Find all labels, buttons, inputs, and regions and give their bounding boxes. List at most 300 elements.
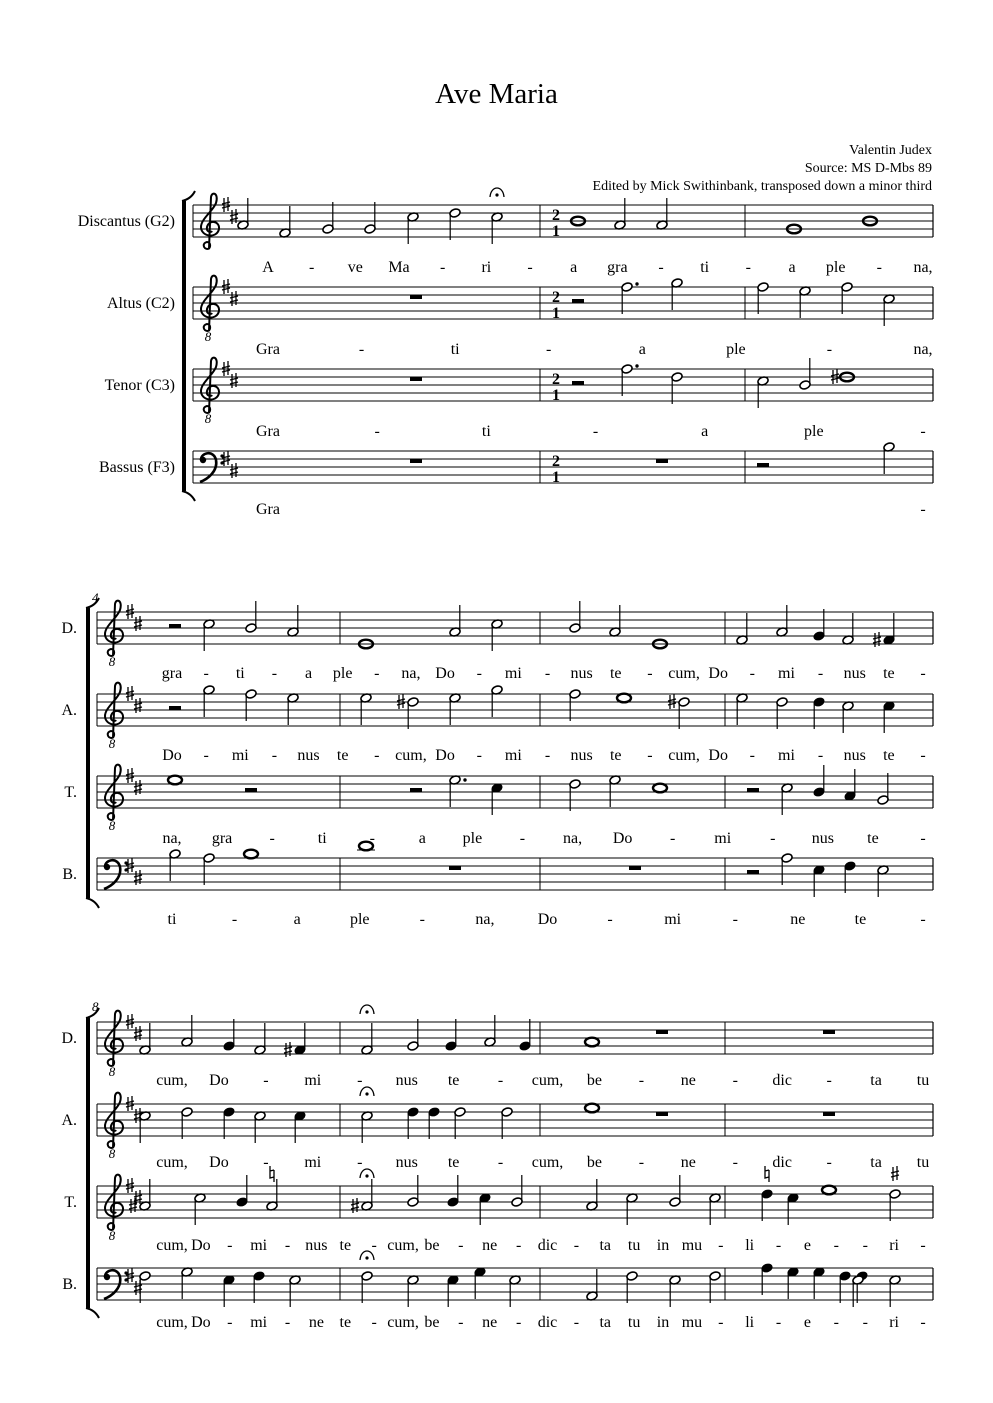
- part-name: D.: [61, 1030, 77, 1047]
- lyric-hyphen: -: [920, 1314, 926, 1331]
- sharp-sign: [134, 1280, 142, 1295]
- lyric-syllable: ple: [332, 665, 353, 682]
- sharp-sign: [134, 616, 142, 631]
- lyric-hyphen: -: [573, 1237, 580, 1254]
- lyric-syllable: nus: [297, 747, 320, 764]
- whole-rest: [656, 459, 668, 463]
- lyric-syllable: Do: [708, 665, 728, 682]
- lyric-syllable: ne: [680, 1072, 696, 1089]
- lyric-syllable: ne: [680, 1154, 696, 1171]
- whole-note: [822, 1186, 836, 1195]
- lyric-hyphen: -: [920, 501, 926, 518]
- system-1: [78, 188, 933, 518]
- lyric-syllable: nus: [570, 665, 593, 682]
- lyric-hyphen: -: [309, 259, 315, 276]
- lyric-hyphen: -: [440, 259, 446, 276]
- lyric-hyphen: -: [817, 665, 824, 682]
- part-name: Altus (C2): [107, 295, 175, 312]
- lyric-syllable: Do: [435, 665, 455, 682]
- lyric-hyphen: -: [920, 911, 926, 928]
- lyric-syllable: dic: [772, 1154, 792, 1171]
- lyric-syllable: nus: [395, 1154, 418, 1171]
- lyric-syllable: tu: [627, 1314, 641, 1331]
- whole-rest: [629, 866, 641, 870]
- half-rest: [757, 463, 769, 467]
- lyric-syllable: be: [424, 1237, 440, 1254]
- whole-rest: [410, 459, 422, 463]
- lyric-syllable: Do: [209, 1154, 229, 1171]
- octave-8-mark: 8: [108, 1146, 116, 1161]
- staff-discantus: [78, 188, 933, 276]
- lyric-hyphen: -: [826, 341, 833, 358]
- octave-8-mark: 8: [108, 654, 116, 669]
- lyric-hyphen: -: [876, 259, 882, 276]
- lyric-syllable: ne: [308, 1314, 324, 1331]
- fermata-dot: [495, 193, 498, 196]
- natural-sign: [765, 1166, 769, 1182]
- lyric-hyphen: -: [231, 911, 238, 928]
- time-signature-bottom: 1: [552, 305, 560, 322]
- lyric-syllable: Ma: [388, 259, 410, 276]
- whole-note: [617, 694, 631, 703]
- lyric-syllable: ple: [349, 911, 370, 928]
- whole-note: [653, 784, 667, 793]
- lyric-syllable: mi: [504, 747, 522, 764]
- lyric-syllable: Gra: [256, 501, 280, 518]
- lyric-syllable: Do: [191, 1237, 211, 1254]
- whole-note: [244, 850, 258, 859]
- lyric-syllable: cum,: [531, 1154, 564, 1171]
- augmentation-dot: [635, 364, 638, 367]
- lyric-syllable: ple: [462, 830, 483, 847]
- lyric-syllable: nus: [843, 747, 866, 764]
- lyric-syllable: a: [418, 830, 426, 847]
- lyric-syllable: Do: [209, 1072, 229, 1089]
- lyric-hyphen: -: [458, 1314, 464, 1331]
- lyric-hyphen: -: [862, 1237, 868, 1254]
- lyric-syllable: mu: [681, 1237, 703, 1254]
- lyric-hyphen: -: [749, 747, 755, 764]
- lyric-hyphen: -: [546, 341, 552, 358]
- time-signature-bottom: 1: [552, 387, 560, 404]
- lyric-hyphen: -: [833, 1237, 840, 1254]
- lyric-syllable: na,: [162, 830, 182, 847]
- whole-note: [585, 1104, 599, 1113]
- lyric-syllable: Do: [537, 911, 558, 928]
- lyric-syllable: na,: [562, 830, 583, 847]
- lyric-syllable: gra: [211, 830, 233, 847]
- whole-rest: [656, 1112, 668, 1116]
- lyric-syllable: a: [293, 911, 301, 928]
- time-signature-bottom: 1: [552, 223, 560, 240]
- part-name: B.: [62, 1276, 77, 1293]
- lyric-syllable: ri: [889, 1237, 900, 1254]
- lyric-hyphen: -: [374, 665, 380, 682]
- system-2: [61, 590, 933, 928]
- lyric-hyphen: -: [833, 1314, 840, 1331]
- lyric-syllable: cum,: [156, 1072, 188, 1089]
- half-rest: [572, 381, 584, 385]
- lyric-hyphen: -: [515, 1314, 522, 1331]
- lyric-syllable: na,: [401, 665, 421, 682]
- lyric-hyphen: -: [920, 1237, 926, 1254]
- lyric-hyphen: -: [284, 1237, 291, 1254]
- lyric-hyphen: -: [732, 1072, 738, 1089]
- bass-clef-dot: [200, 457, 206, 463]
- octave-8-mark: 8: [108, 736, 116, 751]
- lyric-syllable: ta: [870, 1154, 882, 1171]
- bracket-hook: [86, 1308, 99, 1318]
- piece-title: Ave Maria: [435, 78, 558, 110]
- lyric-hyphen: -: [592, 423, 599, 440]
- sharp-sign: [230, 209, 238, 224]
- lyric-syllable: ri: [889, 1314, 900, 1331]
- lyric-syllable: ple: [825, 259, 846, 276]
- lyric-hyphen: -: [419, 911, 425, 928]
- lyric-syllable: ti: [167, 911, 177, 928]
- lyric-syllable: cum,: [387, 1237, 419, 1254]
- lyric-syllable: Do: [162, 747, 182, 764]
- lyric-hyphen: -: [371, 1237, 377, 1254]
- bass-clef-dot: [104, 864, 110, 870]
- lyric-syllable: gra: [161, 665, 183, 682]
- half-rest: [572, 299, 584, 303]
- lyric-hyphen: -: [203, 747, 209, 764]
- lyric-hyphen: -: [670, 830, 676, 847]
- lyric-hyphen: -: [745, 259, 751, 276]
- octave-8-mark: 8: [108, 1064, 116, 1079]
- lyric-syllable: nus: [843, 665, 866, 682]
- lyric-hyphen: -: [544, 747, 551, 764]
- lyric-syllable: ri: [481, 259, 492, 276]
- lyric-hyphen: -: [476, 747, 482, 764]
- lyric-syllable: mi: [664, 911, 682, 928]
- half-rest: [169, 706, 181, 710]
- whole-note: [168, 776, 182, 785]
- lyric-hyphen: -: [284, 1314, 291, 1331]
- sharp-sign: [134, 698, 142, 713]
- lyric-syllable: mi: [778, 665, 795, 682]
- whole-rest: [656, 1030, 668, 1034]
- lyric-syllable: A: [262, 259, 274, 276]
- editor-credit: Edited by Mick Swithinbank, transposed down a minor third: [592, 179, 932, 194]
- part-name: D.: [61, 620, 77, 637]
- part-name: A.: [61, 1112, 77, 1129]
- lyric-hyphen: -: [263, 1154, 269, 1171]
- lyric-hyphen: -: [826, 1154, 832, 1171]
- lyric-syllable: na,: [913, 341, 933, 358]
- lyric-syllable: te: [339, 1237, 352, 1254]
- sharp-sign: [134, 1026, 142, 1041]
- time-signature-top: 2: [552, 207, 560, 224]
- octave-8-mark: 8: [204, 411, 212, 426]
- lyric-syllable: mi: [304, 1154, 322, 1171]
- lyric-hyphen: -: [573, 1314, 580, 1331]
- lyric-hyphen: -: [607, 911, 613, 928]
- lyric-syllable: te: [339, 1314, 352, 1331]
- time-signature-bottom: 1: [552, 469, 560, 486]
- lyric-syllable: te: [609, 747, 622, 764]
- lyric-syllable: tu: [916, 1154, 930, 1171]
- lyric-syllable: te: [447, 1072, 460, 1089]
- lyric-syllable: na,: [475, 911, 495, 928]
- lyric-hyphen: -: [862, 1314, 868, 1331]
- half-rest: [747, 870, 759, 874]
- lyric-syllable: ne: [790, 911, 806, 928]
- lyric-syllable: dic: [772, 1072, 792, 1089]
- lyric-hyphen: -: [920, 665, 926, 682]
- lyric-syllable: e: [803, 1237, 812, 1254]
- lyric-syllable: Do: [435, 747, 455, 764]
- half-rest: [169, 624, 181, 628]
- lyric-syllable: ta: [870, 1072, 882, 1089]
- lyric-hyphen: -: [718, 1237, 724, 1254]
- lyric-hyphen: -: [749, 665, 755, 682]
- lyric-hyphen: -: [920, 747, 926, 764]
- lyric-hyphen: -: [263, 1072, 269, 1089]
- lyric-hyphen: -: [775, 1237, 782, 1254]
- lyric-syllable: cum,: [668, 665, 700, 682]
- lyric-syllable: te: [609, 665, 622, 682]
- lyric-hyphen: -: [519, 830, 526, 847]
- lyric-syllable: e: [803, 1314, 812, 1331]
- lyric-syllable: ve: [347, 259, 363, 276]
- lyric-hyphen: -: [271, 665, 278, 682]
- lyric-syllable: na,: [913, 259, 933, 276]
- lyric-hyphen: -: [775, 1314, 782, 1331]
- half-rest: [747, 788, 759, 792]
- lyric-syllable: dic: [537, 1314, 558, 1331]
- lyric-syllable: cum,: [156, 1314, 188, 1331]
- whole-rest: [449, 866, 461, 870]
- staff-bassus: [62, 1251, 933, 1331]
- staff-altus: [107, 276, 933, 358]
- part-name: Discantus (G2): [77, 213, 175, 230]
- lyric-hyphen: -: [357, 1154, 363, 1171]
- lyric-syllable: cum,: [387, 1314, 419, 1331]
- lyric-syllable: cum,: [531, 1072, 564, 1089]
- lyric-syllable: ne: [482, 1237, 498, 1254]
- sharp-sign: [351, 1198, 359, 1213]
- bass-clef-dot: [104, 1274, 110, 1280]
- lyric-hyphen: -: [358, 341, 365, 358]
- lyric-hyphen: -: [638, 1072, 645, 1089]
- lyric-hyphen: -: [544, 665, 551, 682]
- lyric-hyphen: -: [718, 1314, 724, 1331]
- lyric-hyphen: -: [732, 911, 738, 928]
- lyric-hyphen: -: [527, 259, 533, 276]
- lyric-syllable: dic: [537, 1237, 558, 1254]
- lyric-syllable: be: [586, 1072, 602, 1089]
- lyric-hyphen: -: [269, 830, 275, 847]
- time-signature-top: 2: [552, 453, 560, 470]
- part-name: T.: [64, 1194, 77, 1211]
- half-rest: [245, 788, 257, 792]
- staff-discantus: [61, 601, 933, 682]
- lyric-syllable: a: [304, 665, 313, 682]
- octave-8-mark: 8: [108, 818, 116, 833]
- augmentation-dot: [463, 778, 466, 781]
- staff-tenor: [64, 1166, 933, 1254]
- lyric-syllable: ple: [726, 341, 746, 358]
- lyric-hyphen: -: [227, 1237, 233, 1254]
- lyric-hyphen: -: [374, 423, 380, 440]
- lyric-syllable: ti: [481, 423, 491, 440]
- measure-number: 8: [92, 999, 99, 1014]
- whole-rest: [410, 377, 422, 381]
- lyric-hyphen: -: [817, 747, 824, 764]
- lyric-syllable: cum,: [156, 1154, 188, 1171]
- sharp-sign: [134, 780, 142, 795]
- lyric-syllable: Do: [708, 747, 728, 764]
- lyric-syllable: li: [745, 1314, 755, 1331]
- lyric-syllable: in: [656, 1314, 670, 1331]
- sharp-sign: [230, 291, 238, 306]
- staff-bassus: [62, 842, 933, 928]
- lyric-hyphen: -: [369, 830, 375, 847]
- lyric-syllable: a: [638, 341, 646, 358]
- sharp-sign: [284, 1042, 292, 1057]
- time-signature-top: 2: [552, 371, 560, 388]
- staff-altus: [61, 1087, 933, 1171]
- whole-rest: [410, 295, 422, 299]
- lyric-hyphen: -: [203, 665, 209, 682]
- whole-note: [585, 1038, 599, 1047]
- lyric-syllable: mi: [250, 1237, 268, 1254]
- lyric-syllable: mi: [250, 1314, 268, 1331]
- octave-8-mark: 8: [204, 329, 212, 344]
- lyric-syllable: cum,: [395, 747, 427, 764]
- lyric-syllable: gra: [607, 259, 628, 276]
- sharp-sign: [230, 373, 238, 388]
- lyric-syllable: nus: [811, 830, 834, 847]
- lyric-syllable: mi: [304, 1072, 322, 1089]
- lyric-hyphen: -: [826, 1072, 832, 1089]
- sharp-sign: [873, 632, 881, 647]
- composer-credit: Valentin Judex: [849, 143, 932, 158]
- lyric-syllable: Gra: [256, 341, 280, 358]
- staff-discantus: [61, 1005, 933, 1089]
- lyric-hyphen: -: [770, 830, 776, 847]
- lyric-syllable: be: [424, 1314, 440, 1331]
- lyric-syllable: mi: [504, 665, 522, 682]
- lyric-syllable: tu: [916, 1072, 930, 1089]
- lyric-syllable: in: [656, 1237, 670, 1254]
- lyric-hyphen: -: [647, 665, 653, 682]
- lyric-syllable: ti: [700, 259, 710, 276]
- lyric-hyphen: -: [638, 1154, 645, 1171]
- half-rest: [410, 788, 422, 792]
- fermata-dot: [365, 1092, 368, 1095]
- source-credit: Source: MS D-Mbs 89: [804, 161, 932, 176]
- lyric-hyphen: -: [357, 1072, 363, 1089]
- lyric-hyphen: -: [920, 423, 926, 440]
- lyric-syllable: mi: [778, 747, 795, 764]
- lyric-hyphen: -: [732, 1154, 738, 1171]
- lyric-syllable: Do: [191, 1314, 211, 1331]
- lyric-syllable: cum,: [156, 1237, 188, 1254]
- lyric-syllable: ta: [599, 1314, 612, 1331]
- lyric-syllable: cum,: [668, 747, 700, 764]
- lyric-hyphen: -: [371, 1314, 377, 1331]
- staff-altus: [61, 683, 933, 764]
- lyric-syllable: ti: [450, 341, 460, 358]
- whole-rest: [823, 1030, 835, 1034]
- time-signature-top: 2: [552, 289, 560, 306]
- part-name: B.: [62, 866, 77, 883]
- lyric-hyphen: -: [458, 1237, 464, 1254]
- augmentation-dot: [635, 282, 638, 285]
- lyric-syllable: te: [867, 830, 879, 847]
- lyric-syllable: mu: [681, 1314, 703, 1331]
- part-name: Bassus (F3): [98, 459, 175, 476]
- staff-tenor: [105, 358, 933, 440]
- lyric-syllable: ti: [317, 830, 327, 847]
- sharp-sign: [230, 463, 238, 478]
- part-name: Tenor (C3): [104, 377, 175, 394]
- staff-bassus: [99, 442, 933, 518]
- bracket-hook: [182, 491, 195, 501]
- lyric-hyphen: -: [497, 1154, 504, 1171]
- system-3: [61, 999, 933, 1331]
- natural-sign: [270, 1166, 274, 1182]
- lyric-syllable: ne: [482, 1314, 498, 1331]
- lyric-syllable: li: [745, 1237, 755, 1254]
- octave-8-mark: 8: [108, 1228, 116, 1243]
- lyric-syllable: te: [883, 747, 895, 764]
- bracket-hook: [86, 898, 99, 908]
- lyric-hyphen: -: [920, 830, 926, 847]
- lyric-syllable: nus: [305, 1237, 328, 1254]
- lyric-syllable: ple: [804, 423, 824, 440]
- part-name: A.: [61, 702, 77, 719]
- lyric-syllable: a: [701, 423, 709, 440]
- lyric-syllable: nus: [395, 1072, 418, 1089]
- measure-number: 4: [92, 590, 99, 605]
- lyric-syllable: nus: [570, 747, 593, 764]
- lyric-hyphen: -: [515, 1237, 522, 1254]
- fermata-dot: [365, 1010, 368, 1013]
- bracket-hook: [182, 191, 195, 201]
- lyric-syllable: mi: [714, 830, 732, 847]
- lyric-hyphen: -: [658, 259, 664, 276]
- lyric-syllable: te: [883, 665, 895, 682]
- staff-tenor: [64, 765, 933, 847]
- lyric-syllable: tu: [627, 1237, 641, 1254]
- lyric-hyphen: -: [647, 747, 653, 764]
- lyric-syllable: be: [586, 1154, 602, 1171]
- fermata-dot: [365, 1256, 368, 1259]
- lyric-syllable: te: [336, 747, 349, 764]
- lyric-hyphen: -: [497, 1072, 504, 1089]
- lyric-hyphen: -: [374, 747, 380, 764]
- lyric-syllable: mi: [231, 747, 249, 764]
- lyric-syllable: Gra: [256, 423, 280, 440]
- fermata-dot: [365, 1174, 368, 1177]
- sharp-sign: [891, 1166, 899, 1181]
- lyric-hyphen: -: [227, 1314, 233, 1331]
- lyric-syllable: a: [788, 259, 796, 276]
- whole-rest: [823, 1112, 835, 1116]
- lyric-syllable: Do: [612, 830, 633, 847]
- sharp-sign: [134, 870, 142, 885]
- lyric-syllable: ti: [235, 665, 245, 682]
- lyric-syllable: te: [447, 1154, 460, 1171]
- lyric-hyphen: -: [476, 665, 482, 682]
- lyric-syllable: a: [570, 259, 578, 276]
- lyric-hyphen: -: [271, 747, 278, 764]
- lyric-syllable: ta: [599, 1237, 612, 1254]
